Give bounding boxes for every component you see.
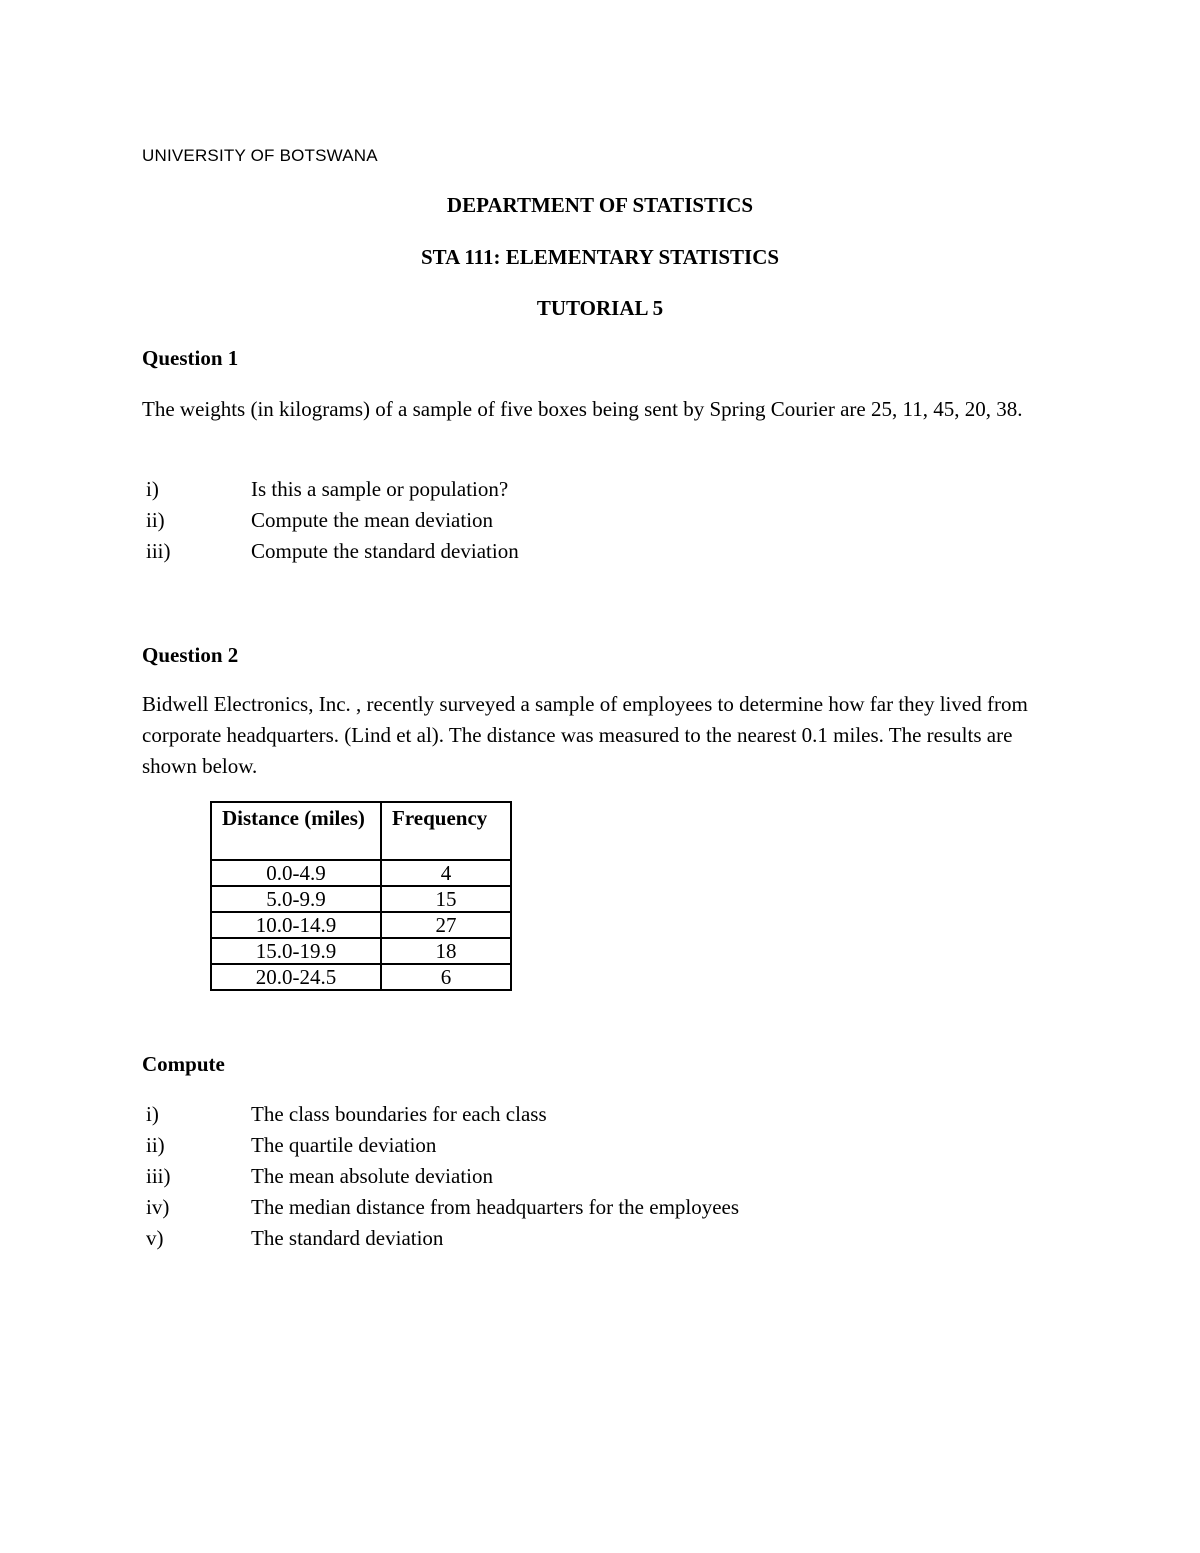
tutorial-title: TUTORIAL 5 [536,296,664,320]
list-item: v) The standard deviation [146,1226,444,1250]
list-item: ii) Compute the mean deviation [146,508,494,532]
list-item: ii) The quartile deviation [146,1133,437,1157]
course-title: STA 111: ELEMENTARY STATISTICS [420,245,780,269]
list-item: iii) Compute the standard deviation [146,539,519,563]
department-title: DEPARTMENT OF STATISTICS [446,193,754,217]
compute-heading: Compute [142,1052,225,1076]
table-header-row [211,802,511,860]
table-row: 5.0-9.9 15 [211,886,511,912]
list-item: iii) The mean absolute deviation [146,1164,494,1188]
table-row: 20.0-24.5 6 [211,964,511,990]
header-distance: Distance (miles) [211,802,381,860]
question-2-heading: Question 2 [142,643,239,667]
question-1-list [142,474,519,567]
table-row: 10.0-14.9 27 [211,912,511,938]
question-2-text: Bidwell Electronics, Inc. , recently surveyed a sample of employees to determine how far they lived from corporate headquarters. (Lind et al). The distance was measured to the nearest 0.1 miles. The results are shown below. [142,692,1028,778]
question-1-text: The weights (in kilograms) of a sample of five boxes being sent by Spring Courier are 25, 11, 45, 20, 38. [142,397,1023,421]
list-item: i) The class boundaries for each class [146,1102,547,1126]
header-frequency: Frequency [381,802,511,860]
question-1-heading: Question 1 [142,346,239,370]
university-name: UNIVERSITY OF BOTSWANA [142,146,378,165]
table-row: 15.0-19.9 18 [211,938,511,964]
list-item: iv) The median distance from headquarters for the employees [146,1195,740,1219]
compute-list [142,1099,739,1254]
frequency-table [210,801,512,991]
list-item: i) Is this a sample or population? [146,477,509,501]
table-row: 0.0-4.9 4 [211,860,511,886]
